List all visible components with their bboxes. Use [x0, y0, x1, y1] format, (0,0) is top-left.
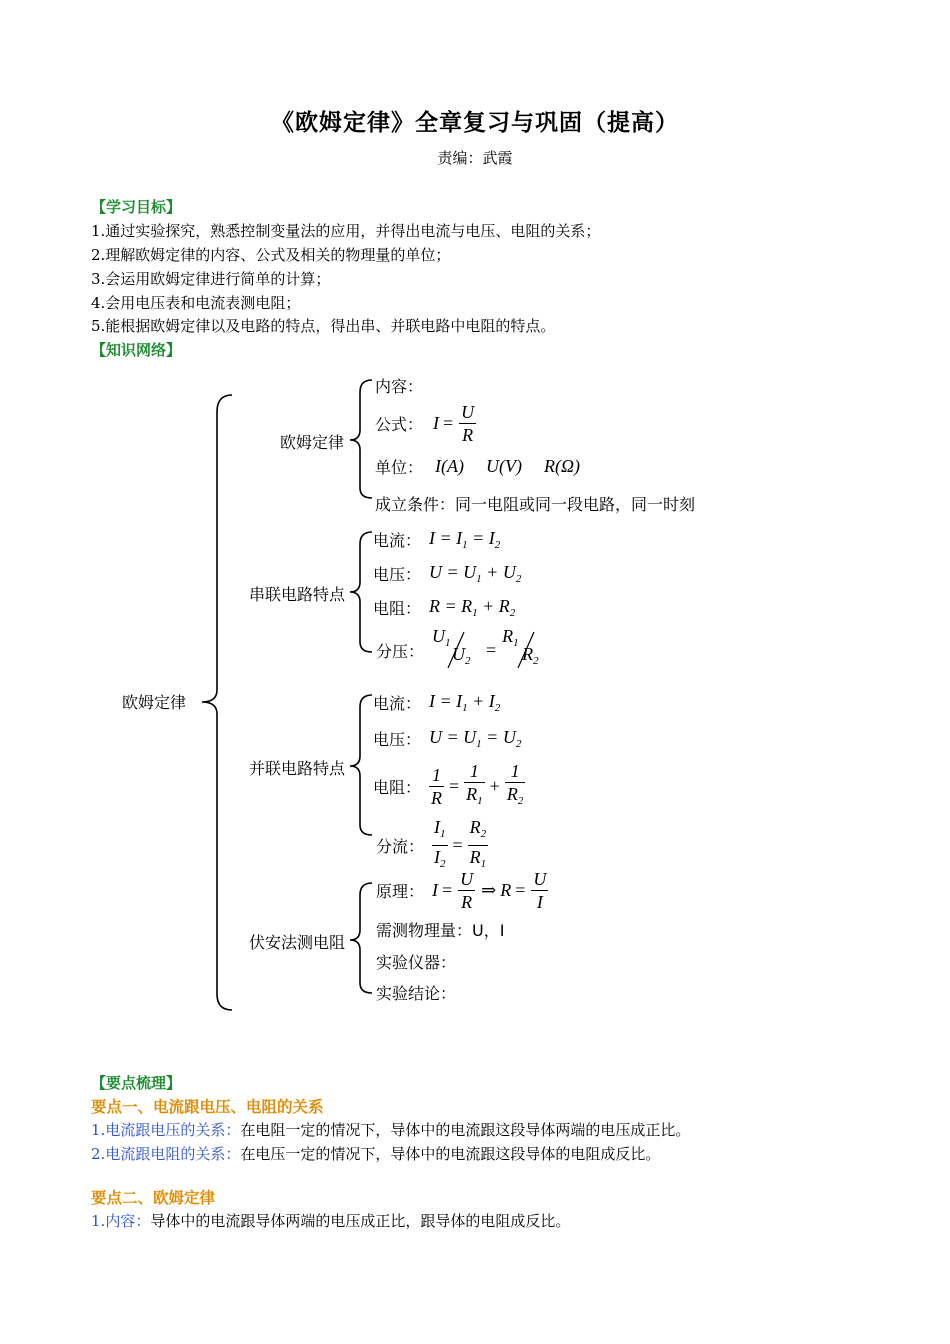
branch-brace — [350, 380, 372, 498]
series-current: 电流： $I = I_1 = I_2$ — [373, 528, 501, 551]
keypoint-1-title: 要点一、电流跟电压、电阻的关系 — [91, 1098, 324, 1116]
item-content: 内容： — [375, 377, 424, 396]
voltammetry-instruments: 实验仪器： — [376, 953, 457, 972]
voltammetry-principle: 原理： I = $\frac{U}{R}$ ⇒ R = $\frac{U}{I}$ — [376, 869, 547, 912]
branch-brace — [350, 883, 372, 993]
branch-label-parallel: 并联电路特点 — [249, 759, 346, 778]
keypoint-2-title: 要点二、欧姆定律 — [91, 1189, 216, 1207]
keypoint-1-item: 1.电流跟电压的关系：在电阻一定的情况下，导体中的电流跟这段导体两端的电压成正比。 — [91, 1121, 691, 1139]
voltammetry-quantities: 需测物理量：U，I — [376, 921, 505, 940]
branch-label-voltammetry: 伏安法测电阻 — [249, 933, 346, 952]
objective-item: 1.通过实验探究，熟悉控制变量法的应用，并得出电流与电压、电阻的关系； — [91, 222, 601, 240]
series-divider: 分压： $U_1$ $U_2$ = $R_1$ $R_2$ — [376, 626, 539, 667]
parallel-resistance: 电阻： $\frac{1}{R}$ = $\frac{1}{R_1}$ + $\frac{1}{R_2}$ — [373, 761, 524, 808]
objective-item: 2.理解欧姆定律的内容、公式及相关的物理量的单位； — [91, 246, 451, 264]
network-heading: 【知识网络】 — [91, 341, 182, 359]
branch-brace — [350, 695, 372, 835]
unit-current: I(A) — [435, 456, 464, 476]
branch-brace — [350, 532, 372, 652]
branch-label-ohms-law: 欧姆定律 — [280, 433, 345, 452]
unit-resistance: R(Ω) — [543, 456, 580, 476]
branch-label-series: 串联电路特点 — [249, 585, 346, 604]
editor-credit: 责编：武霞 — [437, 149, 513, 167]
root-brace — [202, 395, 232, 1010]
keypoint-2-item: 1.内容：导体中的电流跟导体两端的电压成正比，跟导体的电阻成反比。 — [91, 1212, 571, 1230]
objectives-heading: 【学习目标】 — [91, 198, 182, 216]
unit-voltage: U(V) — [486, 456, 522, 476]
parallel-voltage: 电压： $U = U_1 = U_2$ — [373, 727, 522, 750]
item-units: 单位： I(A) U(V) R(Ω) — [375, 456, 580, 477]
series-voltage: 电压： $U = U_1 + U_2$ — [373, 562, 522, 585]
objective-item: 5.能根据欧姆定律以及电路的特点，得出串、并联电路中电阻的特点。 — [91, 317, 556, 335]
objective-item: 4.会用电压表和电流表测电阻； — [91, 294, 301, 312]
item-formula: 公式： I = $\frac{U}{R}$ — [375, 401, 475, 445]
series-resistance: 电阻： $R = R_1 + R_2$ — [373, 596, 516, 619]
objective-item: 3.会运用欧姆定律进行简单的计算； — [91, 270, 331, 288]
voltammetry-conclusion: 实验结论： — [376, 984, 457, 1003]
keypoints-heading: 【要点梳理】 — [91, 1074, 182, 1092]
item-condition: 成立条件：同一电阻或同一段电路，同一时刻 — [375, 495, 696, 514]
page-title: 《欧姆定律》全章复习与巩固（提高） — [271, 109, 679, 136]
keypoint-1-item: 2.电流跟电阻的关系：在电压一定的情况下，导体中的电流跟这段导体的电阻成反比。 — [91, 1145, 661, 1163]
parallel-divider: 分流： $\frac{I_1}{I_2}$ = $\frac{R_2}{R_1}$ — [376, 817, 487, 870]
root-label: 欧姆定律 — [122, 693, 187, 712]
parallel-current: 电流： $I = I_1 + I_2$ — [373, 691, 501, 714]
